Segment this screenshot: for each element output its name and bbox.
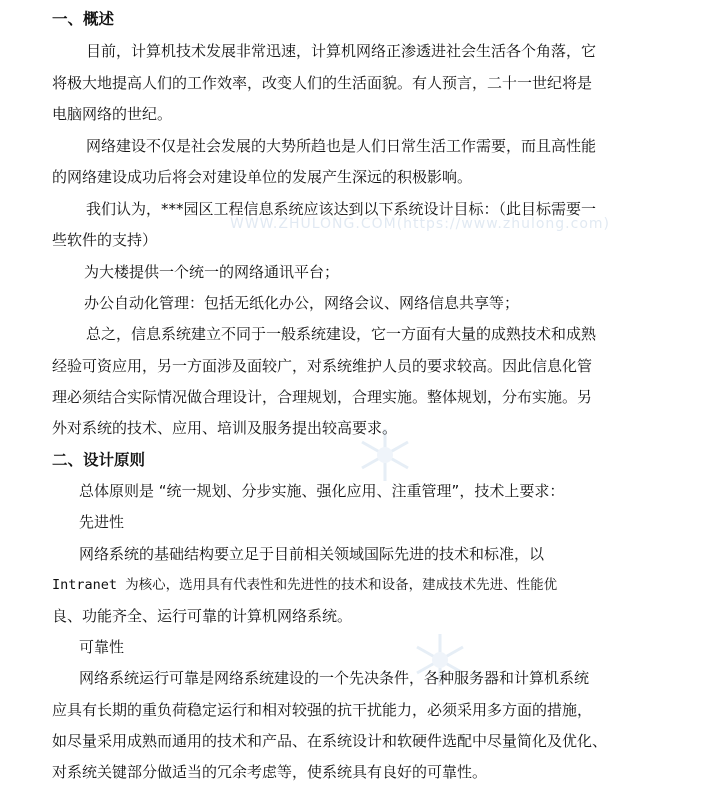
paragraph-line: 外对系统的技术、应用、培训及服务提出较高要求。 (52, 419, 398, 437)
subheading-advanced: 先进性 (79, 513, 125, 531)
section-heading-design-principles: 二、设计原则 (52, 451, 146, 469)
paragraph-line: 目前，计算机技术发展非常迅速，计算机网络正渗透进社会生活各个角落，它 (86, 42, 597, 60)
paragraph-line: 应具有长期的重负荷稳定运行和相对较强的抗干扰能力，必须采用多方面的措施， (52, 701, 593, 719)
paragraph-line: 电脑网络的世纪。 (52, 105, 173, 123)
subheading-reliability: 可靠性 (79, 638, 125, 656)
section-heading-overview: 一、概述 (52, 10, 115, 28)
paragraph-line: 为大楼提供一个统一的网络通讯平台； (84, 263, 340, 281)
paragraph-line: 总体原则是 “统一规划、分步实施、强化应用、注重管理”，技术上要求： (79, 482, 565, 500)
paragraph-line: 总之，信息系统建立不同于一般系统建设，它一方面有大量的成熟技术和成熟 (86, 325, 597, 343)
paragraph-line: 网络建设不仅是社会发展的大势所趋也是人们日常生活工作需要，而且高性能 (86, 137, 597, 155)
watermark-text: WWW.ZHULONG.COM(https://www.zhulong.com) (230, 216, 610, 232)
paragraph-line: 经验可资应用，另一方面涉及面较广，对系统维护人员的要求较高。因此信息化管 (52, 357, 593, 375)
paragraph-line: 的网络建设成功后将会对建设单位的发展产生深远的积极影响。 (52, 168, 473, 186)
paragraph-line: 将极大地提高人们的工作效率，改变人们的生活面貌。有人预言，二十一世纪将是 (52, 74, 593, 92)
paragraph-line: 网络系统运行可靠是网络系统建设的一个先决条件，各种服务器和计算机系统 (79, 669, 590, 687)
paragraph-line: Intranet 为核心，选用具有代表性和先进性的技术和设备，建成技术先进、性能优 (52, 577, 558, 593)
paragraph-line: 对系统关键部分做适当的冗余考虑等，使系统具有良好的可靠性。 (52, 763, 488, 781)
paragraph-line: 办公自动化管理：包括无纸化办公，网络会议、网络信息共享等； (84, 294, 520, 312)
paragraph-line: 我们认为，***园区工程信息系统应该达到以下系统设计目标：（此目标需要一 (86, 200, 597, 218)
paragraph-line: 网络系统的基础结构要立足于目前相关领域国际先进的技术和标准，以 (79, 545, 545, 563)
paragraph-line: 理必须结合实际情况做合理设计，合理规划，合理实施。整体规划，分布实施。另 (52, 388, 593, 406)
paragraph-line: 如尽量采用成熟而通用的技术和产品、在系统设计和软硬件选配中尽量简化及优化、 (52, 732, 608, 750)
paragraph-line: 良、功能齐全、运行可靠的计算机网络系统。 (52, 607, 353, 625)
paragraph-line: 些软件的支持） (52, 231, 158, 249)
